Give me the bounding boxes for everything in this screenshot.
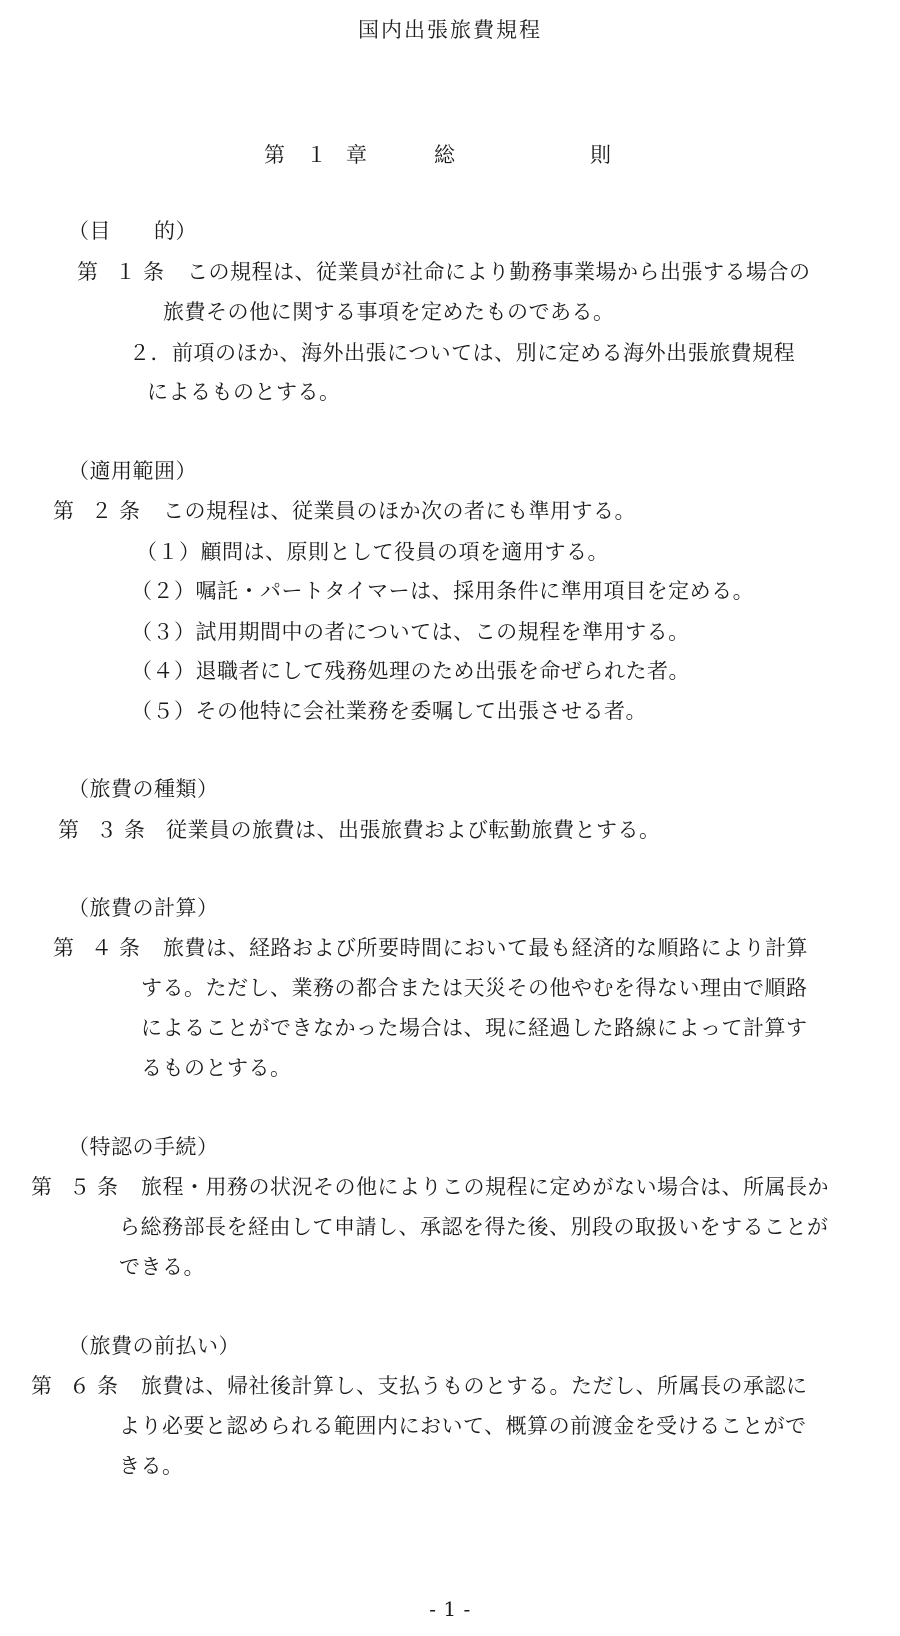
article-5-line-2: ら総務部長を経由して申請し、承認を得た後、別段の取扱いをすることが [119,1215,829,1239]
article-1-line-4: によるものとする。 [147,380,341,404]
article-2-item-3: （３）試用期間中の者については、この規程を準用する。 [131,620,690,644]
article-5-line-1: 旅程・用務の状況その他によりこの規程に定めがない場合は、所属長か [141,1175,829,1199]
article-2-item-4: （４）退職者にして残務処理のため出張を命ぜられた者。 [131,659,690,683]
page-number: - 1 - [429,1597,471,1621]
document-title: 国内出張旅費規程 [358,18,542,42]
article-4-line-3: によることができなかった場合は、現に経過した路線によって計算す [141,1016,808,1040]
article-1-line-1: この規程は、従業員が社命により勤務事業場から出張する場合の [187,260,811,284]
article-4-line-4: るものとする。 [141,1056,292,1080]
article-6-line-2: より必要と認められる範囲内において、概算の前渡金を受けることがで [119,1414,807,1438]
article-2-item-5: （５）その他特に会社業務を委嘱して出張させる者。 [131,699,647,723]
section-heading-purpose: （目 的） [68,219,197,243]
chapter-name-1: 総 [434,143,456,167]
article-2-item-1: （１）顧問は、原則として役員の項を適用する。 [136,540,609,564]
article-5-line-3: できる。 [119,1255,205,1279]
document-page: 国内出張旅費規程 第 １ 章 総 則 （目 的） 第 １ 条 この規程は、従業員が社命により勤務事業場から出張する場合の 旅費その他に関する事項を定めたものである。 ２．前項のほか、海外出張については、別に定める海外出張旅費規程 によるものとする。 （適用範囲） 第 ２ 条 この規程は、従業員のほか次の者にも準用する。 （１）顧問は、原則として役員の項を適用する。 （２）嘱託・パートタイマーは、採用条件に準用項目を定める。 （３）試用期間中の者については、この規程を準用する。 （４）退職者にして残務処理のため出張を命ぜられた者。 （５）その他特に会社業務を委嘱して出張させる者。 （旅費の種類） 第 ３ 条 従業員の旅費は、出張旅費および転勤旅費とする。 （旅費の計算） 第 ４ 条 旅費は、経路および所要時間において最も経済的な順路により計算 する。ただし、業務の都合または天災その他やむを得ない理由で順路 によることができなかった場合は、現に経過した路線によって計算す るものとする。 （特認の手続） 第 ５ 条 旅程・用務の状況その他によりこの規程に定めがない場合は、所属長か ら総務部長を経由して申請し、承認を得た後、別段の取扱いをすることが できる。 （旅費の前払い） 第 ６ 条 旅費は、帰社後計算し、支払うものとする。ただし、所属長の承認に より必要と認められる範囲内において、概算の前渡金を受けることがで きる。 - 1 - [0,0,900,1636]
chapter-label-1: 第 [264,143,286,167]
article-6-line-3: きる。 [119,1454,184,1478]
article-6-line-1: 旅費は、帰社後計算し、支払うものとする。ただし、所属長の承認に [141,1374,808,1398]
article-1-line-2: 旅費その他に関する事項を定めたものである。 [163,300,615,324]
article-3-line-1: 従業員の旅費は、出張旅費および転勤旅費とする。 [166,818,661,842]
section-heading-types: （旅費の種類） [68,777,219,801]
section-heading-special-approval: （特認の手続） [68,1135,219,1159]
article-1-line-3: ２．前項のほか、海外出張については、別に定める海外出張旅費規程 [129,341,796,365]
chapter-label-2: １ [306,143,328,167]
section-heading-calculation: （旅費の計算） [68,896,219,920]
article-2-item-2: （２）嘱託・パートタイマーは、採用条件に準用項目を定める。 [131,579,755,603]
section-heading-advance-payment: （旅費の前払い） [68,1334,240,1358]
chapter-name-2: 則 [590,143,612,167]
chapter-label-3: 章 [346,143,368,167]
article-4-line-1: 旅費は、経路および所要時間において最も経済的な順路により計算 [163,936,808,960]
section-heading-scope: （適用範囲） [68,459,197,483]
article-2-line-1: この規程は、従業員のほか次の者にも準用する。 [163,499,636,523]
article-4-line-2: する。ただし、業務の都合または天災その他やむを得ない理由で順路 [141,976,808,1000]
